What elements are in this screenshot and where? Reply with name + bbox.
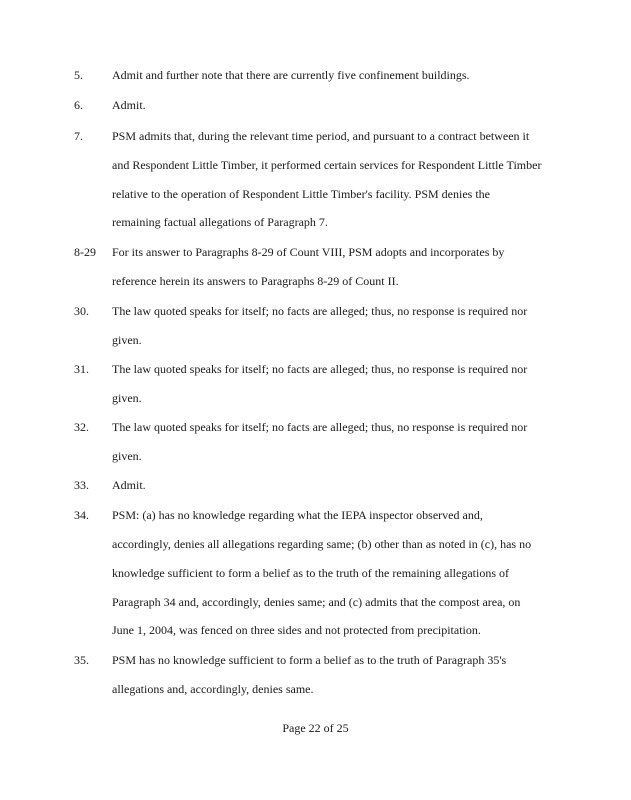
paragraph-line: Paragraph 34 and, accordingly, denies same; and (c) admits that the compost area, on — [112, 595, 521, 609]
paragraph-number: 5. — [74, 68, 83, 82]
paragraph-line: PSM has no knowledge sufficient to form a belief as to the truth of Paragraph 35's — [112, 653, 507, 667]
paragraph-line: accordingly, denies all allegations regarding same; (b) other than as noted in (c), has no — [112, 537, 532, 551]
paragraph-line: reference herein its answers to Paragraphs 8-29 of Count II. — [112, 274, 399, 288]
paragraph-line: The law quoted speaks for itself; no facts are alleged; thus, no response is required nor — [112, 420, 528, 434]
paragraph-line: June 1, 2004, was fenced on three sides and not protected from precipitation. — [112, 623, 481, 637]
paragraph-line: given. — [112, 391, 142, 405]
paragraph-number: 6. — [74, 98, 83, 112]
paragraph-line: The law quoted speaks for itself; no facts are alleged; thus, no response is required nor — [112, 362, 528, 376]
paragraph-line: PSM admits that, during the relevant time period, and pursuant to a contract between it — [112, 129, 530, 143]
paragraph-line: Admit. — [112, 478, 146, 492]
paragraph-number: 31. — [74, 362, 89, 376]
paragraph-line: For its answer to Paragraphs 8-29 of Count VIII, PSM adopts and incorporates by — [112, 245, 505, 259]
paragraph-line: PSM: (a) has no knowledge regarding what the IEPA inspector observed and, — [112, 508, 483, 522]
paragraph-line: Admit and further note that there are currently five confinement buildings. — [112, 68, 470, 82]
paragraph-line: remaining factual allegations of Paragraph 7. — [112, 215, 328, 229]
paragraph-number: 33. — [74, 478, 89, 492]
paragraph-line: and Respondent Little Timber, it performed certain services for Respondent Little Timber — [112, 158, 542, 172]
paragraph-line: The law quoted speaks for itself; no facts are alleged; thus, no response is required nor — [112, 304, 528, 318]
paragraph-line: given. — [112, 449, 142, 463]
page-number: Page 22 of 25 — [282, 721, 349, 735]
paragraph-number: 35. — [74, 653, 89, 667]
paragraph-line: Admit. — [112, 98, 146, 112]
paragraph-line: relative to the operation of Respondent Little Timber's facility. PSM denies the — [112, 187, 490, 201]
paragraph-line: given. — [112, 333, 142, 347]
paragraph-line: allegations and, accordingly, denies same. — [112, 682, 314, 696]
paragraph-line: knowledge sufficient to form a belief as to the truth of the remaining allegations of — [112, 566, 509, 580]
paragraph-number: 32. — [74, 420, 89, 434]
paragraph-number: 30. — [74, 304, 89, 318]
paragraph-number: 7. — [74, 129, 83, 143]
paragraph-number: 8-29 — [74, 245, 96, 259]
paragraph-number: 34. — [74, 508, 89, 522]
